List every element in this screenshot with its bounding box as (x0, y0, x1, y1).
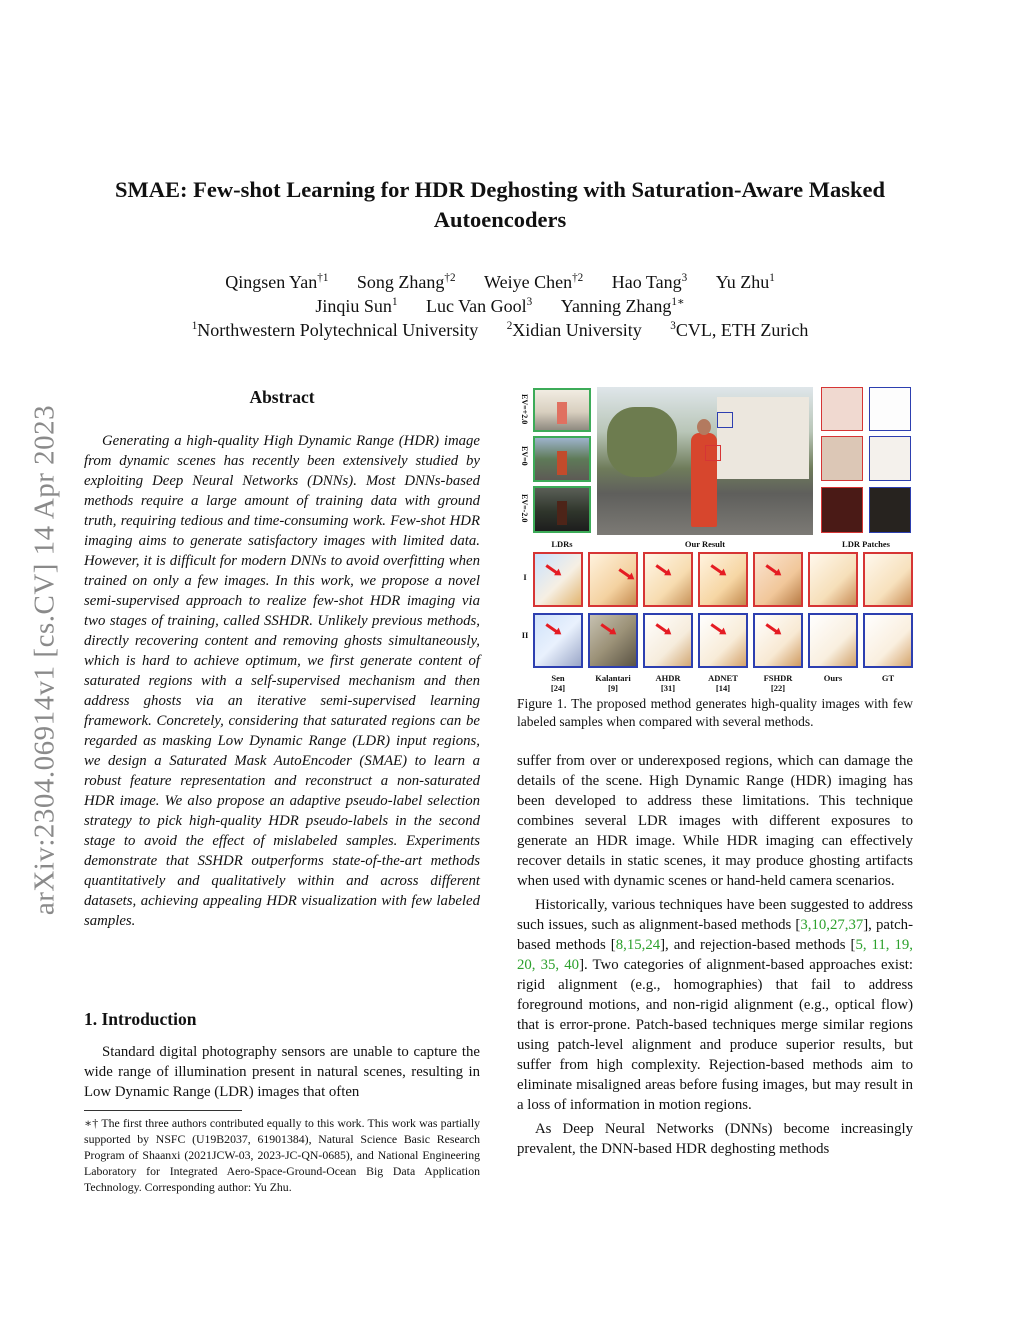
author: Song Zhang$^{\dagger 2}$ (356, 272, 456, 292)
paragraph: suffer from over or underexposed regions, which can damage the details of the scene. High Dynamic Range (HDR) imaging has been developed to address these limitations. This technique combines several LDR images with different exposures to generate an HDR image. While HDR imaging can effectively recover details in static scenes, it may produce ghosting artifacts when used with dynamic scenes or hand-held camera scenarios. (517, 753, 913, 889)
author-line-1 (110, 270, 890, 294)
comparison-patch (808, 613, 858, 668)
author: Hao Tang$^3$ (611, 272, 688, 292)
ldr-patch (869, 487, 911, 533)
ldr-image-ev-minus2 (533, 486, 591, 533)
footnote: ∗† The first three authors contributed equally to this work. This work was partially supported by NSFC (U19B2037, 61901384), Natural Science Basic Research Program of Shaanxi (2021JCW-03, 2023-JC-QN-0685), and National Engineering Laboratory for Integrated Aero-Space-Ground-Ocean Big Data Application Technology. Corresponding author: Yu Zhu. (84, 1116, 480, 1194)
intro-paragraph: Standard digital photography sensors are unable to capture the wide range of illumination present in natural scenes, resulting in Low Dynamic Range (LDR) images that often (84, 1044, 480, 1100)
method-name: AHDR [31] (655, 673, 681, 693)
method-name: FSHDR [22] (763, 673, 793, 693)
person-figure (557, 402, 567, 424)
method-name: GT (881, 673, 895, 683)
zoom-box-red (705, 445, 721, 461)
comparison-patch (588, 552, 638, 607)
author: Jinqiu Sun$^1$ (315, 296, 398, 316)
citation-link[interactable]: 3,10,27,37 (800, 917, 864, 933)
author-line-2 (110, 294, 890, 318)
author: Yanning Zhang$^{1∗}$ (560, 296, 685, 316)
comparison-patch (698, 613, 748, 668)
paper-title: SMAE: Few-shot Learning for HDR Deghosting with Saturation-Aware Masked Autoencoders (115, 177, 885, 232)
comparison-patch (643, 613, 693, 668)
author: Luc Van Gool$^3$ (426, 296, 533, 316)
person-figure (557, 451, 567, 475)
person-head (697, 419, 711, 435)
building (717, 397, 809, 479)
right-column-text (517, 751, 913, 1163)
author: Yu Zhu$^1$ (715, 272, 775, 292)
ev-label: EV=0 (520, 446, 529, 466)
arrow-icon (545, 564, 558, 574)
figure-label: LDR Patches (842, 539, 890, 549)
paragraph: As Deep Neural Networks (DNNs) become increasingly prevalent, the DNN-based HDR deghosting methods (517, 1121, 913, 1157)
ev-label: EV=+2.0 (520, 394, 529, 425)
arrow-icon (655, 623, 668, 633)
section-heading-introduction: 1. Introduction (84, 1009, 197, 1029)
comparison-patch (698, 552, 748, 607)
arxiv-identifier: arXiv:2304.06914v1 [cs.CV] 14 Apr 2023 (28, 404, 61, 916)
comparison-patch (588, 613, 638, 668)
method-name: ADNET [14] (708, 673, 738, 693)
comparison-patch (753, 552, 803, 607)
ldr-patch (821, 387, 863, 431)
figure-caption: Figure 1. The proposed method generates high-quality images with few labeled samples when compared with several methods. (517, 696, 913, 729)
tree (607, 407, 677, 477)
hdr-result-image (597, 387, 813, 535)
citation-link[interactable]: 8,15,24 (615, 937, 661, 953)
comparison-patch (643, 552, 693, 607)
abstract-heading: Abstract (249, 387, 315, 407)
footnote-rule (84, 1110, 242, 1111)
arrow-icon (710, 564, 723, 574)
ldr-patch (821, 487, 863, 533)
method-name: Kalantari [9] (595, 673, 631, 693)
paragraph: Historically, various techniques have been suggested to address such issues, such as alignment-based methods [3,10,27,37], patch-based methods [8,15,24], and rejection-based methods [5, 11, 19, 20, 35, 40]. Two categories of alignment-based approaches exist: rigid alignment (e.g., homographies) that fail to address foreground motions, and non-rigid alignment (e.g., optical flow) that is error-prone. Patch-based techniques merge similar regions using patch-level alignment and produce superior results, but suffer from high complexity. Rejection-based methods aim to eliminate misaligned areas before fusing images, but may result in a loss of information in motion regions. (517, 897, 914, 1113)
author-block (110, 270, 890, 342)
method-name: Sen [24] (550, 673, 566, 693)
comparison-patch (863, 613, 913, 668)
affiliation: $^2$Xidian University (506, 320, 642, 340)
comparison-patch (863, 552, 913, 607)
author: Qingsen Yan$^{\dagger 1}$ (225, 272, 329, 292)
comparison-patch (533, 613, 583, 668)
figure-label: Our Result (684, 539, 726, 549)
row-label: I (523, 572, 527, 582)
arrow-icon (600, 623, 613, 633)
row-label: II (521, 630, 529, 640)
arrow-icon (618, 568, 631, 578)
comparison-patch (753, 613, 803, 668)
figure-label: LDRs (551, 539, 573, 549)
arrow-icon (655, 564, 668, 574)
citation-link[interactable]: 5, 11, 19, 20, 35, 40 (517, 937, 913, 973)
method-name: Ours (823, 673, 843, 683)
ldr-image-ev0 (533, 436, 591, 482)
person-figure (557, 501, 567, 525)
comparison-patch (533, 552, 583, 607)
arrow-icon (545, 623, 558, 633)
ldr-image-ev-plus2 (533, 388, 591, 432)
affiliation: $^3$CVL, ETH Zurich (670, 320, 809, 340)
affiliations (110, 318, 890, 342)
ldr-patch (869, 436, 911, 481)
arrow-icon (710, 623, 723, 633)
figure-1 (510, 384, 915, 696)
abstract-text: Generating a high-quality High Dynamic Range (HDR) image from dynamic scenes has recently been extensively studied by exploiting Deep Neural Networks (DNNs). Most DNNs-based methods require a large amount of training data with ground truth, requiring tedious and time-consuming work. Few-shot HDR imaging aims to generate satisfactory images with limited data. However, it is difficult for modern DNNs to avoid overfitting when trained on only a few images. In this work, we propose a novel semi-supervised approach to realize few-shot HDR imaging via two stages of training, called SSHDR. Unlikely previous methods, directly recovering content and removing ghosts simultaneously, which is hard to achieve optimum, we first generate content of saturated regions with a self-supervised mechanism and then address ghosts via an iterative semi-supervised learning framework. Concretely, considering that saturated regions can be regarded as masking Low Dynamic Range (LDR) input regions, we design a Saturated Mask AutoEncoder (SMAE) to learn a robust feature representation and reconstruct a non-saturated HDR image. We also propose an adaptive pseudo-label selection strategy to pick high-quality HDR pseudo-labels in the second stage to avoid the effect of mislabeled samples. Experiments demonstrate that SSHDR outperforms state-of-the-art methods quantitatively and qualitatively within and across different datasets, achieving appealing HDR visualization with few labeled samples. (84, 433, 480, 929)
ldr-patch (869, 387, 911, 431)
affiliation: $^1$Northwestern Polytechnical University (191, 320, 479, 340)
arrow-icon (765, 564, 778, 574)
zoom-box-blue (717, 412, 733, 428)
ev-label: EV=-2.0 (520, 494, 529, 523)
arrow-icon (765, 623, 778, 633)
ldr-patch (821, 436, 863, 481)
author: Weiye Chen$^{\dagger 2}$ (484, 272, 584, 292)
comparison-patch (808, 552, 858, 607)
